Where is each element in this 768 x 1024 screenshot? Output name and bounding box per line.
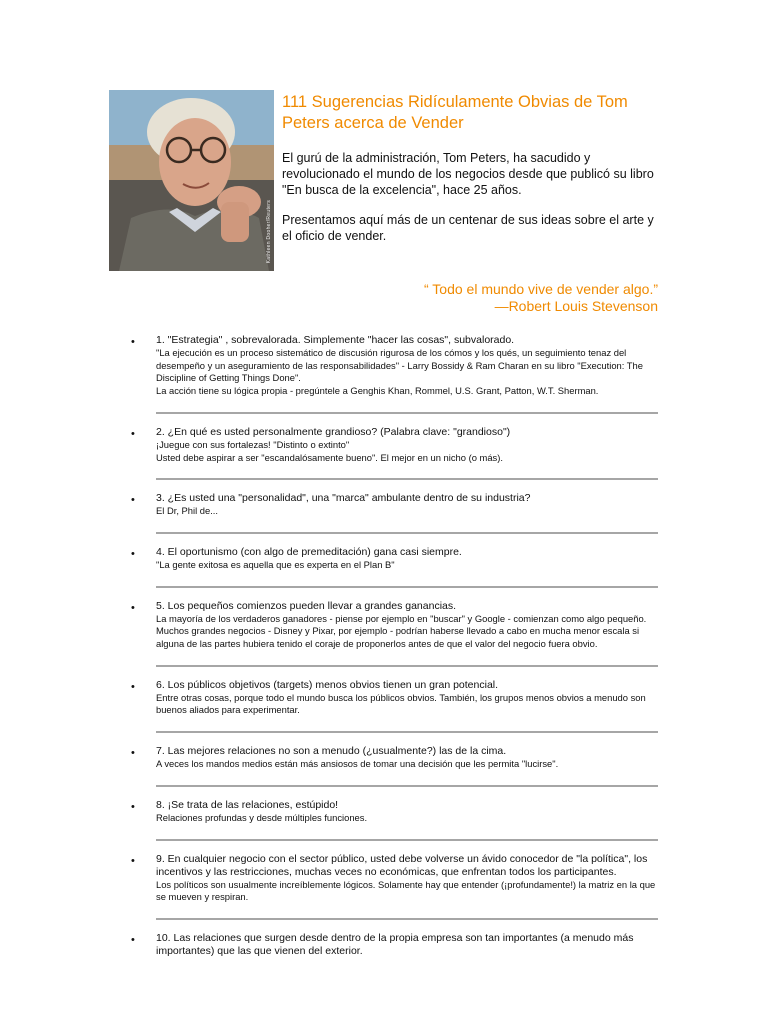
bullet-icon: • [131,747,135,760]
bullet-icon: • [131,680,135,693]
suggestion-heading: 4. El oportunismo (con algo de premeditación) gana casi siempre. [156,545,462,558]
list-item [0,600,658,679]
bullet-icon: • [131,427,135,440]
suggestion-detail: Entre otras cosas, porque todo el mundo busca los públicos obvios. También, los grupos menos obvios a menudo son buenos aliados para experimentar. [156,691,646,716]
suggestion-detail: La acción tiene su lógica propia - pregúntele a Genghis Khan, Rommel, U.S. Grant, Patton, W.T. Sherman. [156,385,599,397]
suggestion-detail: Usted debe aspirar a ser "escandalósamente bueno". El mejor en un nicho (o más). [156,451,503,463]
suggestion-heading: 8. ¡Se trata de las relaciones, estúpido! [156,798,339,811]
suggestion-heading: 6. Los públicos objetivos (targets) menos obvios tienen un gran potencial. [156,678,499,691]
suggestions-list [0,334,768,958]
portrait-illustration [109,90,274,271]
intro-paragraph-1: El gurú de la administración, Tom Peters, ha sacudido y revolucionado el mundo de los negocios desde que publicó su libro "En busca de la excelencia", hace 25 años. [282,151,654,197]
list-item [0,799,658,853]
bullet-icon: • [131,601,135,614]
list-item [0,334,658,426]
suggestion-detail: La mayoría de los verdaderos ganadores - piense por ejemplo en "buscar" y Google - comienzan como algo pequeño. Muchos grandes negocios - Disney y Pixar, por ejemplo - podrían haberse llevado a cabo en mucha menor escala si alguna de las partes hubiera tenido el coraje de proponerlos antes de que el valor del negocio fuera obvio. [156,612,647,650]
suggestion-detail: Relaciones profundas y desde múltiples funciones. [156,811,368,823]
suggestion-detail: "La gente exitosa es aquella que es experta en el Plan B" [156,558,395,570]
bullet-icon: • [131,336,135,348]
list-item [0,745,658,799]
author-photo [109,90,274,271]
list-item [0,546,658,600]
list-item [0,853,658,932]
quote-author: —Robert Louis Stevenson [494,298,658,314]
photo-credit-text: Kathleen Dooher/Reuters [266,200,272,264]
suggestion-heading: 9. En cualquier negocio con el sector público, usted debe volverse un ávido conocedor de "la política", los incentivos y las restricciones, muchas veces no económicas, que enfrentan todos los participantes. [156,852,648,878]
article-title: 111 Sugerencias Ridículamente Obvias de Tom Peters acerca de Vender [282,93,628,132]
list-item [0,932,658,958]
list-item [0,426,658,492]
suggestion-detail: El Dr, Phil de... [156,505,219,517]
bullet-icon: • [131,800,135,813]
list-item [0,492,658,546]
suggestion-heading: 5. Los pequeños comienzos pueden llevar a grandes ganancias. [156,599,457,612]
bullet-icon: • [131,854,135,867]
article-header [282,92,662,258]
suggestion-detail: ¡Juegue con sus fortalezas! "Distinto o extinto" [156,438,350,450]
suggestion-heading: 2. ¿En qué es usted personalmente grandioso? (Palabra clave: "grandioso") [156,425,511,438]
bullet-icon: • [131,547,135,560]
suggestion-detail: Los políticos son usualmente increíblemente lógicos. Solamente hay que entender (¡profundamente!) la matriz en la que se mueven y respiran. [156,878,656,903]
epigraph-quote [282,281,658,315]
suggestion-detail: "La ejecución es un proceso sistemático de discusión rigurosa de los cómos y los qués, un seguimiento tenaz del desempeño y un aseguramiento de las responsabilidades" - Larry Bossidy & Ram Charan en su libro "Execution: The Discipline of Getting Things Done". [156,347,643,384]
suggestion-heading: 1. "Estrategia" , sobrevalorada. Simplemente "hacer las cosas", subvalorado. [156,334,515,346]
suggestion-heading: 10. Las relaciones que surgen desde dentro de la propia empresa son tan importantes (a menudo más importantes) que las que vienen del exterior. [156,931,634,957]
list-item [0,679,658,745]
suggestion-heading: 7. Las mejores relaciones no son a menudo (¿usualmente?) las de la cima. [156,745,507,758]
quote-text: “ Todo el mundo vive de vender algo.” [424,281,658,297]
intro-paragraph-2: Presentamos aquí más de un centenar de sus ideas sobre el arte y el oficio de vender. [282,213,654,243]
suggestion-heading: 3. ¿Es usted una "personalidad", una "marca" ambulante dentro de su industria? [156,492,531,505]
bullet-icon: • [131,933,135,946]
bullet-icon: • [131,494,135,507]
suggestion-detail: A veces los mandos medios están más ansiosos de tomar una decisión que les permita "lucirse". [156,758,559,770]
